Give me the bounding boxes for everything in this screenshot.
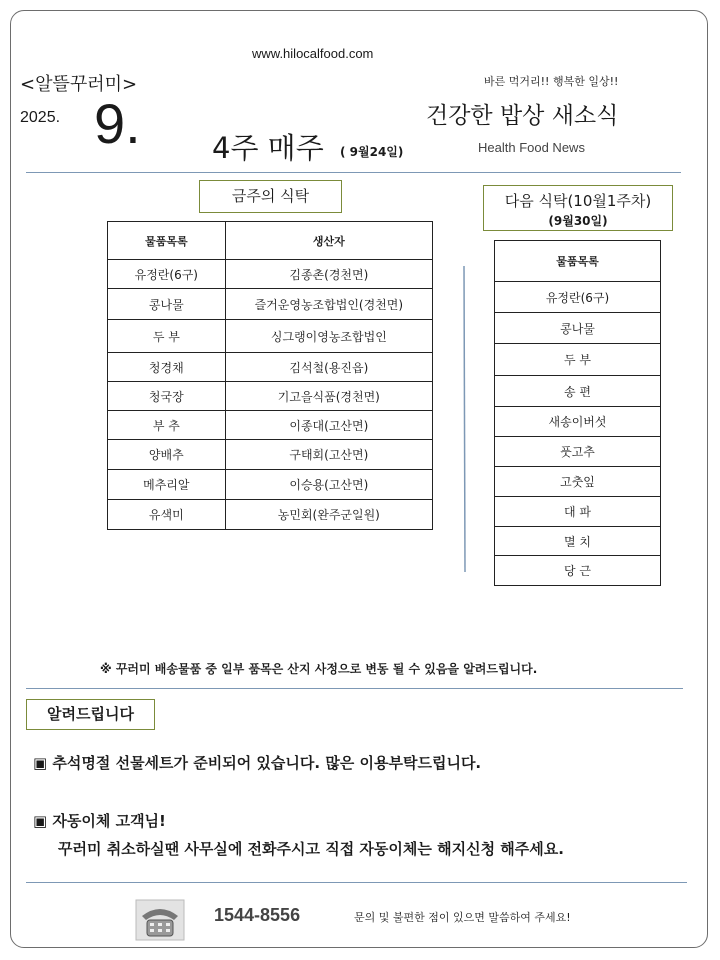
- slogan: 바른 먹거리!! 행복한 일상!!: [484, 75, 619, 88]
- telephone-icon: [134, 896, 186, 942]
- this-week-label: 금주의 식탁: [199, 180, 342, 213]
- table-row: [495, 313, 661, 344]
- brand-name: <알뜰꾸러미>: [20, 74, 138, 95]
- table-row: [495, 556, 661, 586]
- issue-month: 9.: [94, 92, 141, 155]
- item-cell: 새송이버섯: [495, 407, 661, 437]
- column-header-items: 물품목록: [108, 222, 226, 260]
- producer-cell: 김석철(용진읍): [225, 353, 432, 382]
- table-row: [495, 407, 661, 437]
- item-cell: 고춧잎: [495, 467, 661, 497]
- item-cell: 두 부: [108, 320, 226, 353]
- week-title: 4주 매주: [212, 131, 324, 165]
- next-week-label-box: [483, 185, 673, 231]
- header-divider: [26, 172, 681, 173]
- producer-cell: 구태회(고산면): [225, 440, 432, 470]
- item-cell: 풋고추: [495, 437, 661, 467]
- item-cell: 두 부: [495, 344, 661, 376]
- table-row: [108, 411, 433, 440]
- next-week-label: 다음 식탁(10월1주차): [504, 192, 652, 210]
- week-date: ( 9월24일): [340, 145, 404, 159]
- item-cell: 메추리알: [108, 470, 226, 500]
- item-cell: 청경채: [108, 353, 226, 382]
- column-header-items: 물품목록: [495, 241, 661, 282]
- contact-note: 문의 및 불편한 점이 있으면 말씀하여 주세요!: [354, 911, 571, 924]
- subheadline: Health Food News: [478, 140, 585, 155]
- table-row: [108, 353, 433, 382]
- table-row: [108, 260, 433, 289]
- table-row: [495, 376, 661, 407]
- table-row: [495, 437, 661, 467]
- item-cell: 양배추: [108, 440, 226, 470]
- table-row: [495, 344, 661, 376]
- producer-cell: 이승용(고산면): [225, 470, 432, 500]
- table-row: [495, 497, 661, 527]
- column-divider: [463, 266, 466, 572]
- table-row: [495, 467, 661, 497]
- item-cell: 당 근: [495, 556, 661, 586]
- next-week-date: (9월30일): [548, 214, 608, 228]
- item-cell: 콩나물: [495, 313, 661, 344]
- next-week-table: [494, 240, 661, 586]
- announcement-autopay-body: 꾸러미 취소하실땐 사무실에 전화주시고 직접 자동이체는 해지신청 해주세요.: [58, 840, 564, 858]
- table-header-row: [495, 241, 661, 282]
- table-row: [495, 282, 661, 313]
- producer-cell: 농민회(완주군일원): [225, 500, 432, 530]
- producer-cell: 이종대(고산면): [225, 411, 432, 440]
- supply-notice: ※ 꾸러미 배송물품 중 일부 품목은 산지 사정으로 변동 될 수 있음을 알려드립니다.: [100, 662, 538, 676]
- phone-number[interactable]: 1544-8556: [214, 905, 301, 925]
- item-cell: 부 추: [108, 411, 226, 440]
- item-cell: 유정란(6구): [495, 282, 661, 313]
- item-cell: 송 편: [495, 376, 661, 407]
- producer-cell: 즐거운영농조합법인(경천면): [225, 289, 432, 320]
- producer-cell: 싱그랭이영농조합법인: [225, 320, 432, 353]
- table-row: [108, 440, 433, 470]
- headline: 건강한 밥상 새소식: [426, 103, 619, 129]
- announcement-gift-set: ▣ 추석명절 선물세트가 준비되어 있습니다. 많은 이용부탁드립니다.: [33, 754, 482, 772]
- table-row: [108, 382, 433, 411]
- column-header-producer: 생산자: [225, 222, 432, 260]
- item-cell: 유정란(6구): [108, 260, 226, 289]
- producer-cell: 기고을식품(경천면): [225, 382, 432, 411]
- table-row: [108, 470, 433, 500]
- this-week-table: [107, 221, 433, 530]
- item-cell: 콩나물: [108, 289, 226, 320]
- item-cell: 멸 치: [495, 527, 661, 556]
- table-row: [108, 289, 433, 320]
- announcement-autopay-title: ▣ 자동이체 고객님!: [33, 812, 166, 830]
- table-row: [108, 500, 433, 530]
- announcements-label: 알려드립니다: [26, 699, 155, 730]
- table-header-row: [108, 222, 433, 260]
- producer-cell: 김종촌(경천면): [225, 260, 432, 289]
- footer-divider: [26, 882, 687, 883]
- notice-divider: [26, 688, 683, 689]
- table-row: [108, 320, 433, 353]
- item-cell: 대 파: [495, 497, 661, 527]
- item-cell: 청국장: [108, 382, 226, 411]
- table-row: [495, 527, 661, 556]
- issue-year: 2025.: [20, 109, 61, 126]
- website-url[interactable]: www.hilocalfood.com: [252, 46, 374, 61]
- item-cell: 유색미: [108, 500, 226, 530]
